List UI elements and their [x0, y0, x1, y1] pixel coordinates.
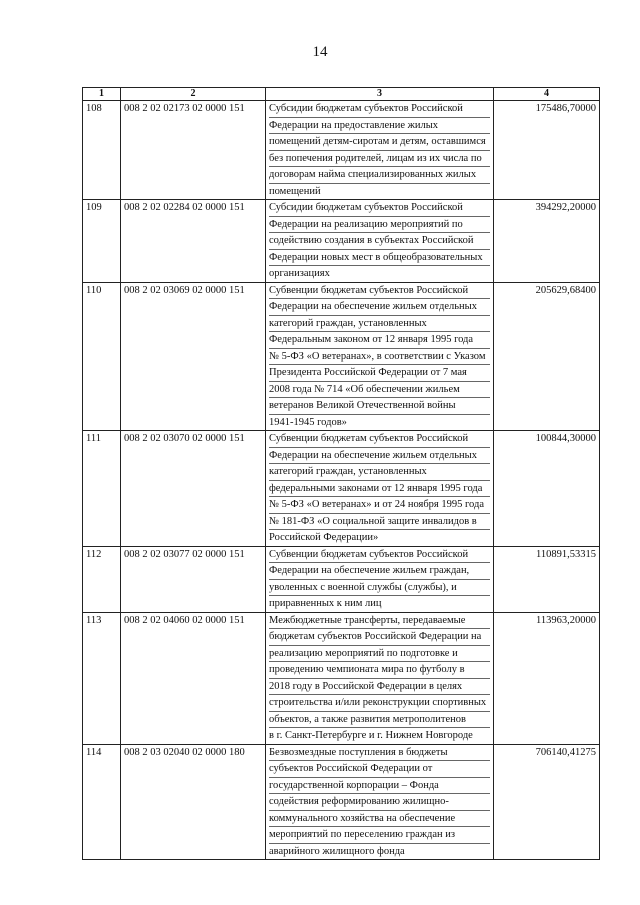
column-header-4: 4: [494, 88, 600, 101]
description-line: Субсидии бюджетам субъектов Российской: [269, 101, 490, 118]
description-line: субъектов Российской Федерации от: [269, 761, 490, 778]
income-description: [266, 546, 494, 612]
description-line: мероприятий по переселению граждан из: [269, 827, 490, 844]
amount-value: 706140,41275: [494, 744, 600, 860]
description-line: № 5-ФЗ «О ветеранах» и от 24 ноября 1995 года: [269, 497, 490, 514]
budget-classification-code: 008 2 02 03069 02 0000 151: [121, 282, 266, 431]
description-line: Федерации на обеспечение жильем отдельных: [269, 448, 490, 465]
row-number: 114: [83, 744, 121, 860]
description-line: категорий граждан, установленных: [269, 316, 490, 333]
amount-value: 394292,20000: [494, 200, 600, 283]
budget-classification-code: 008 2 02 02173 02 0000 151: [121, 101, 266, 200]
description-line: помещений детям-сиротам и детям, оставшимся: [269, 134, 490, 151]
description-line: Федерации на обеспечение жильем граждан,: [269, 563, 490, 580]
description-line: Федерации новых мест в общеобразовательных: [269, 250, 490, 267]
description-line: содействия реформированию жилищно-: [269, 794, 490, 811]
table-row: [83, 744, 600, 860]
description-line: коммунального хозяйства на обеспечение: [269, 811, 490, 828]
description-line: помещений: [269, 185, 321, 197]
description-line: Субвенции бюджетам субъектов Российской: [269, 431, 490, 448]
row-number: 113: [83, 612, 121, 744]
table-row: [83, 546, 600, 612]
description-line: Субсидии бюджетам субъектов Российской: [269, 200, 490, 217]
budget-classification-code: 008 2 02 04060 02 0000 151: [121, 612, 266, 744]
income-description: [266, 282, 494, 431]
description-line: договорам найма специализированных жилых: [269, 167, 490, 184]
row-number: 110: [83, 282, 121, 431]
description-line: приравненных к ним лиц: [269, 598, 382, 609]
column-header-3: 3: [266, 88, 494, 101]
column-header-2: 2: [121, 88, 266, 101]
income-description: [266, 744, 494, 860]
amount-value: 113963,20000: [494, 612, 600, 744]
description-line: строительства и/или реконструкции спортивных: [269, 695, 490, 712]
description-line: 2008 года № 714 «Об обеспечении жильем: [269, 382, 490, 399]
table-row: [83, 200, 600, 283]
description-line: бюджетам субъектов Российской Федерации на: [269, 629, 490, 646]
description-line: без попечения родителей, лицам из их числа по: [269, 151, 490, 168]
description-line: Субвенции бюджетам субъектов Российской: [269, 547, 490, 564]
description-line: Федерации на обеспечение жильем отдельных: [269, 299, 490, 316]
budget-classification-code: 008 2 02 03077 02 0000 151: [121, 546, 266, 612]
amount-value: 100844,30000: [494, 431, 600, 547]
description-line: Президента Российской Федерации от 7 мая: [269, 365, 490, 382]
description-line: Федеральным законом от 12 января 1995 года: [269, 332, 490, 349]
table-row: [83, 431, 600, 547]
table-body: [83, 101, 600, 860]
description-line: категорий граждан, установленных: [269, 464, 490, 481]
budget-classification-code: 008 2 02 02284 02 0000 151: [121, 200, 266, 283]
description-line: федеральными законами от 12 января 1995 года: [269, 481, 490, 498]
description-line: 1941-1945 годов»: [269, 416, 347, 428]
budget-table: [82, 87, 600, 860]
description-line: аварийного жилищного фонда: [269, 845, 405, 857]
description-line: № 5-ФЗ «О ветеранах», в соответствии с Указом: [269, 349, 490, 366]
page-number: 14: [312, 44, 328, 60]
description-line: государственной корпорации – Фонда: [269, 778, 490, 795]
table-row: [83, 282, 600, 431]
column-header-1: 1: [83, 88, 121, 101]
description-line: уволенных с военной службы (службы), и: [269, 580, 490, 597]
amount-value: 175486,70000: [494, 101, 600, 200]
description-line: Межбюджетные трансферты, передаваемые: [269, 613, 490, 630]
description-line: содействию создания в субъектах Российской: [269, 233, 490, 250]
description-line: Федерации на предоставление жилых: [269, 118, 490, 135]
amount-value: 110891,53315: [494, 546, 600, 612]
row-number: 109: [83, 200, 121, 283]
table-header-row: [83, 88, 600, 101]
description-line: организациях: [269, 268, 330, 279]
budget-classification-code: 008 2 03 02040 02 0000 180: [121, 744, 266, 860]
row-number: 111: [83, 431, 121, 547]
income-description: [266, 101, 494, 200]
description-line: в г. Санкт-Петербурге и г. Нижнем Новгороде: [269, 730, 473, 741]
budget-classification-code: 008 2 02 03070 02 0000 151: [121, 431, 266, 547]
description-line: ветеранов Великой Отечественной войны: [269, 398, 490, 415]
table-row: [83, 101, 600, 200]
description-line: реализацию мероприятий по подготовке и: [269, 646, 490, 663]
row-number: 112: [83, 546, 121, 612]
description-line: № 181-ФЗ «О социальной защите инвалидов в: [269, 514, 490, 531]
income-description: [266, 431, 494, 547]
description-line: объектов, а также развития метрополитенов: [269, 712, 490, 729]
description-line: проведению чемпионата мира по футболу в: [269, 662, 490, 679]
row-number: 108: [83, 101, 121, 200]
table-row: [83, 612, 600, 744]
description-line: 2018 году в Российской Федерации в целях: [269, 679, 490, 696]
description-line: Федерации на реализацию мероприятий по: [269, 217, 490, 234]
amount-value: 205629,68400: [494, 282, 600, 431]
description-line: Безвозмездные поступления в бюджеты: [269, 745, 490, 762]
income-description: [266, 200, 494, 283]
description-line: Российской Федерации»: [269, 532, 379, 543]
income-description: [266, 612, 494, 744]
description-line: Субвенции бюджетам субъектов Российской: [269, 283, 490, 300]
